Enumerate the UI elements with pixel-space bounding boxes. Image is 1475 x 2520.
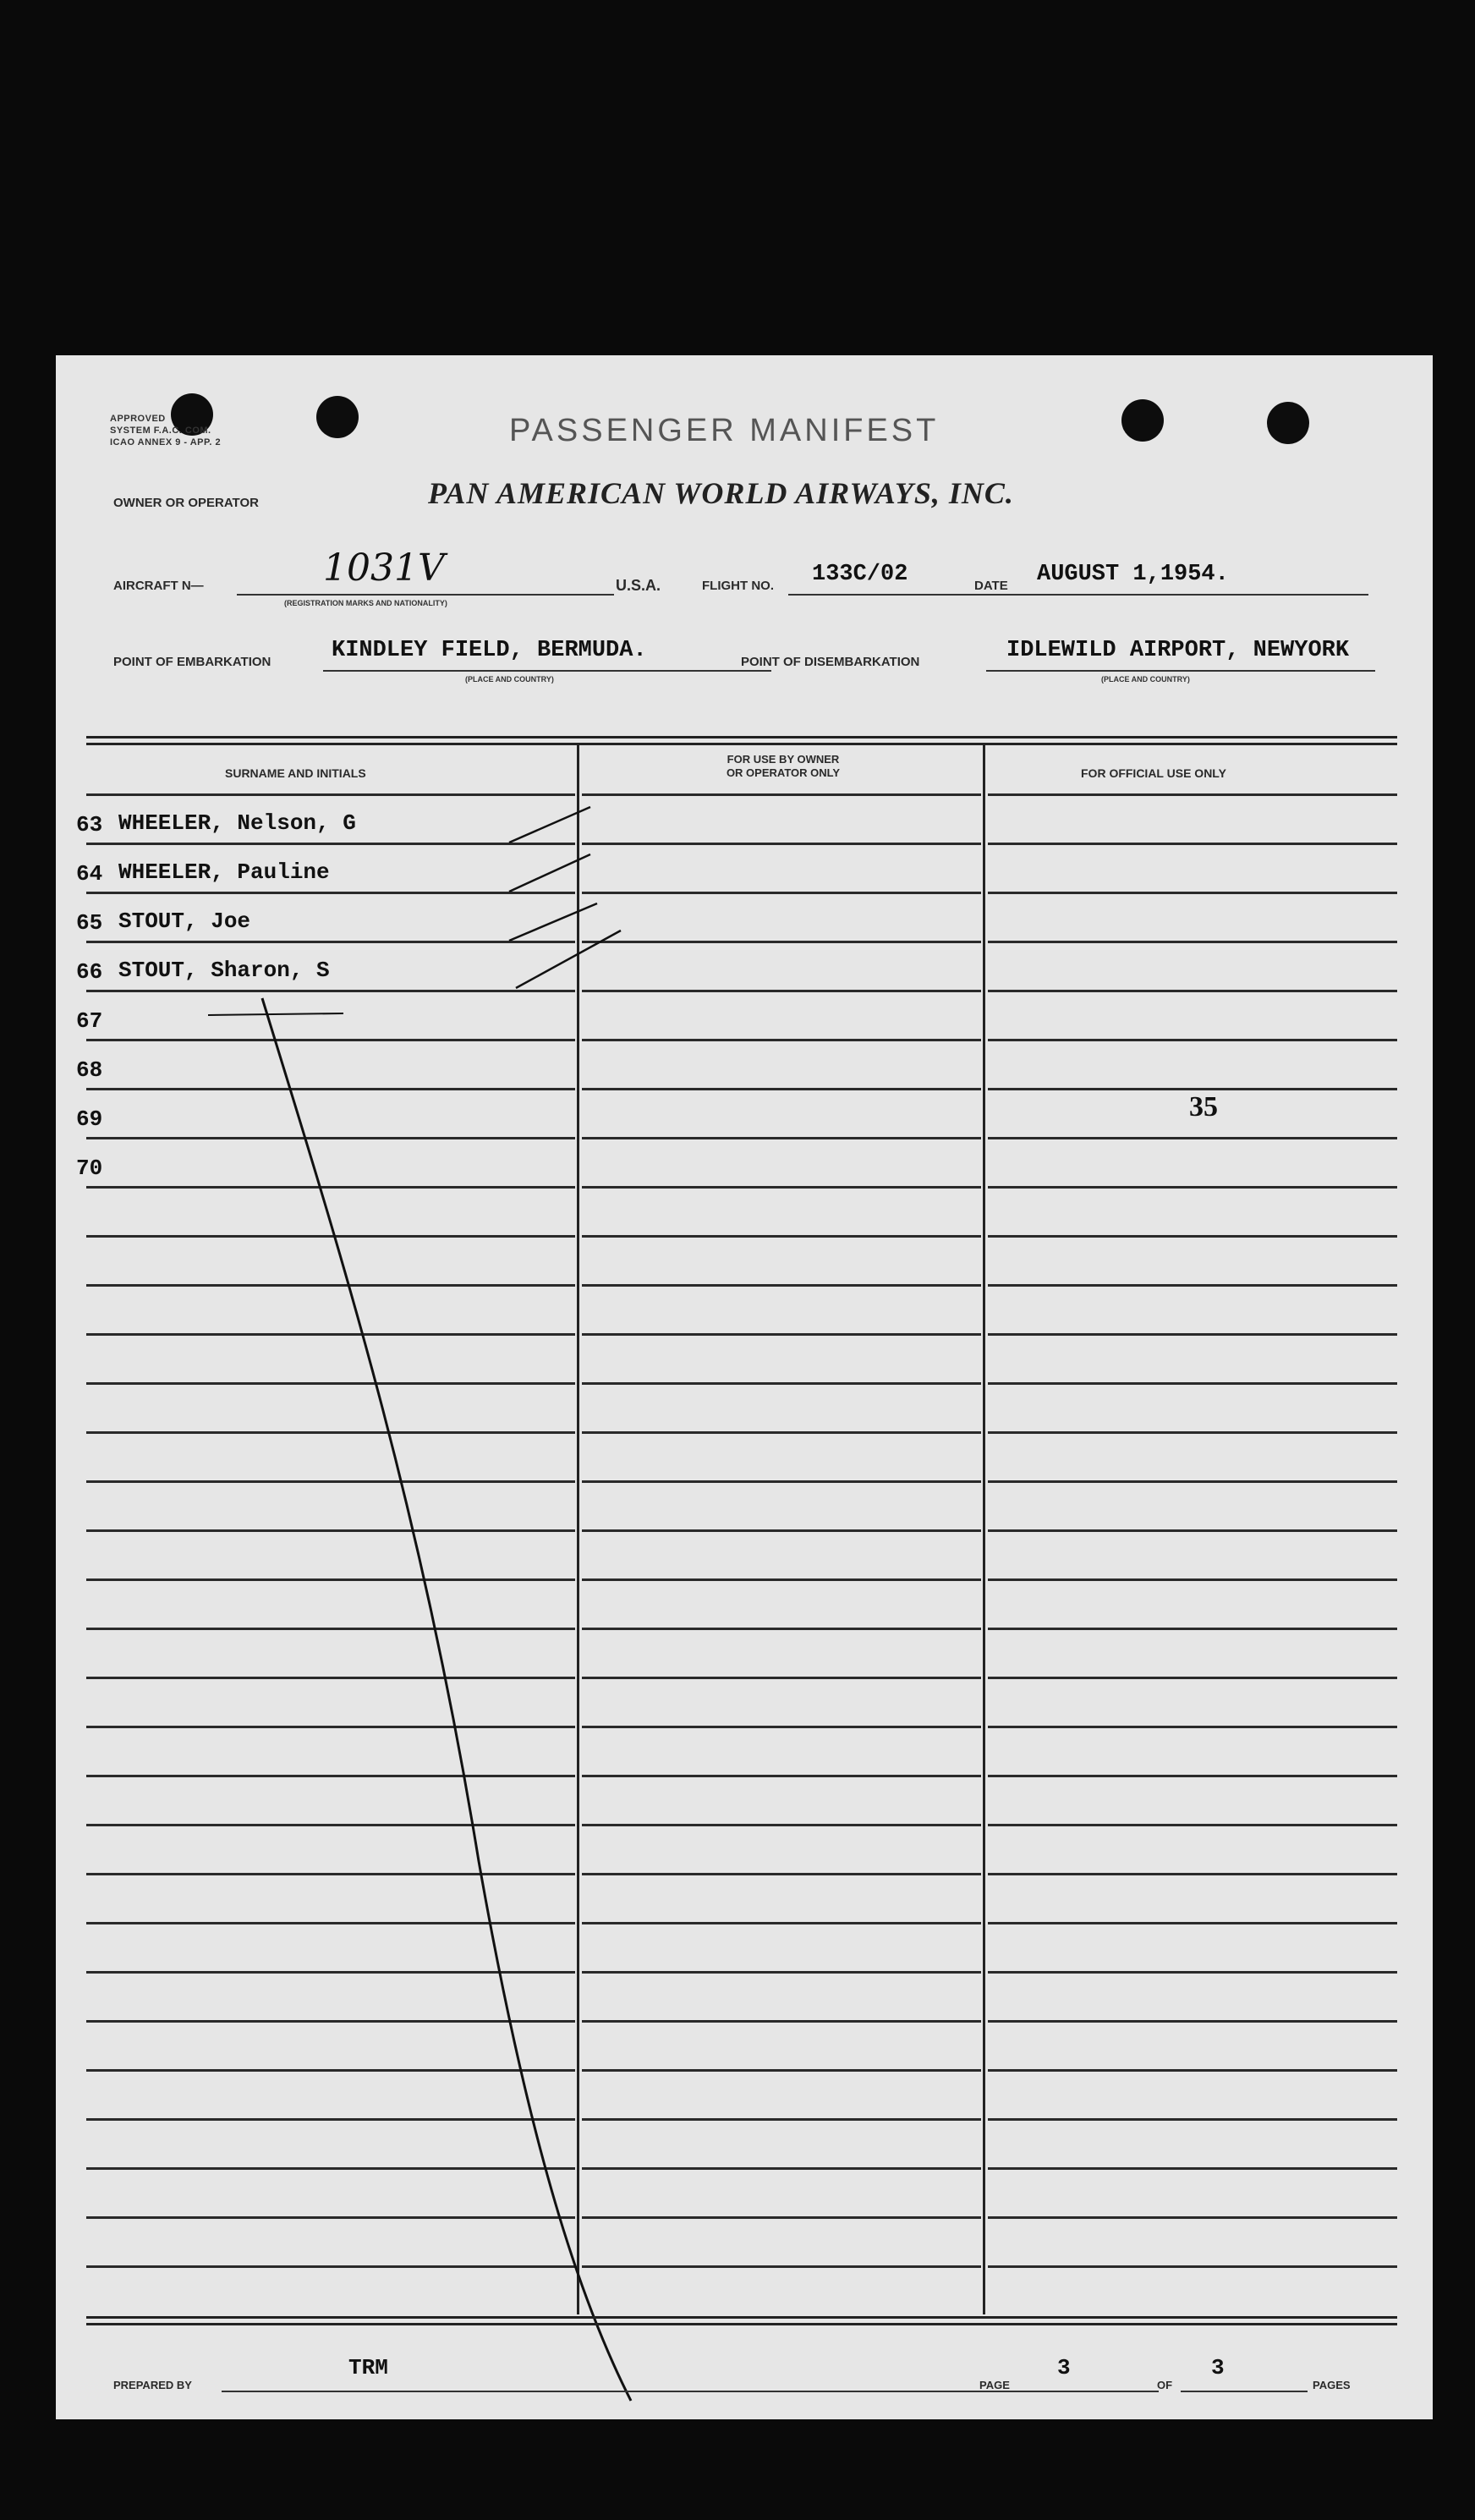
row-number: 70: [76, 1156, 103, 1181]
embarkation-label: POINT OF EMBARKATION: [113, 655, 271, 669]
usa-label: U.S.A.: [616, 577, 661, 594]
prepared-by-label: PREPARED BY: [113, 2379, 192, 2391]
passenger-name: WHEELER, Pauline: [118, 859, 330, 885]
page-number: 3: [1057, 2355, 1071, 2380]
date-label: DATE: [974, 579, 1008, 593]
strike-line: [208, 1013, 343, 1015]
flight-label: FLIGHT NO.: [702, 579, 774, 593]
flight-value: 133C/02: [812, 562, 908, 587]
page-label: PAGE: [979, 2379, 1010, 2391]
disembarkation-value: IDLEWILD AIRPORT, NEWYORK: [1006, 638, 1350, 663]
check-mark: [509, 807, 621, 988]
row-number: 65: [76, 910, 103, 936]
owner-value: PAN AMERICAN WORLD AIRWAYS, INC.: [428, 476, 1014, 510]
strike-line: [262, 998, 631, 2401]
embarkation-value: KINDLEY FIELD, BERMUDA.: [332, 638, 647, 663]
row-number: 66: [76, 959, 103, 985]
prepared-by-underline: [222, 2391, 1034, 2392]
passenger-name: STOUT, Joe: [118, 909, 251, 934]
aircraft-label: AIRCRAFT N—: [113, 579, 204, 593]
table-bottom-rule: [86, 2323, 1397, 2325]
page-title: PASSENGER MANIFEST: [509, 413, 940, 448]
manifest-sheet: [56, 355, 1433, 2419]
disembarkation-caption: (PLACE AND COUNTRY): [1101, 675, 1190, 684]
aircraft-value: 1031V: [323, 546, 445, 590]
of-label: OF: [1157, 2379, 1173, 2391]
col-official-header: FOR OFFICIAL USE ONLY: [1081, 766, 1226, 780]
pages-label: PAGES: [1313, 2379, 1351, 2391]
approval-stamp: APPROVED SYSTEM F.A.C. COM. ICAO ANNEX 9 - APP. 2: [110, 414, 222, 447]
row-number: 67: [76, 1008, 103, 1034]
passenger-name: WHEELER, Nelson, G: [118, 810, 356, 836]
col-surname-header: SURNAME AND INITIALS: [225, 766, 366, 780]
row-number: 64: [76, 861, 103, 887]
row-number: 68: [76, 1057, 103, 1083]
aircraft-caption: (REGISTRATION MARKS AND NATIONALITY): [284, 599, 447, 607]
prepared-by-value: TRM: [348, 2355, 388, 2380]
owner-label: OWNER OR OPERATOR: [113, 496, 259, 510]
date-value: AUGUST 1,1954.: [1037, 562, 1229, 587]
table-bottom-rule: [86, 2316, 1397, 2319]
official-note: 35: [1189, 1091, 1218, 1123]
disembarkation-label: POINT OF DISEMBARKATION: [741, 655, 920, 669]
row-number: 69: [76, 1106, 103, 1132]
embarkation-caption: (PLACE AND COUNTRY): [465, 675, 554, 684]
page-underline: [1015, 2391, 1159, 2392]
col-owner-header: FOR USE BY OWNER OR OPERATOR ONLY: [726, 753, 841, 779]
total-pages: 3: [1211, 2355, 1225, 2380]
pen-marks: [56, 355, 1433, 2419]
total-pages-underline: [1181, 2391, 1308, 2392]
passenger-name: STOUT, Sharon, S: [118, 958, 330, 983]
row-number: 63: [76, 812, 103, 837]
